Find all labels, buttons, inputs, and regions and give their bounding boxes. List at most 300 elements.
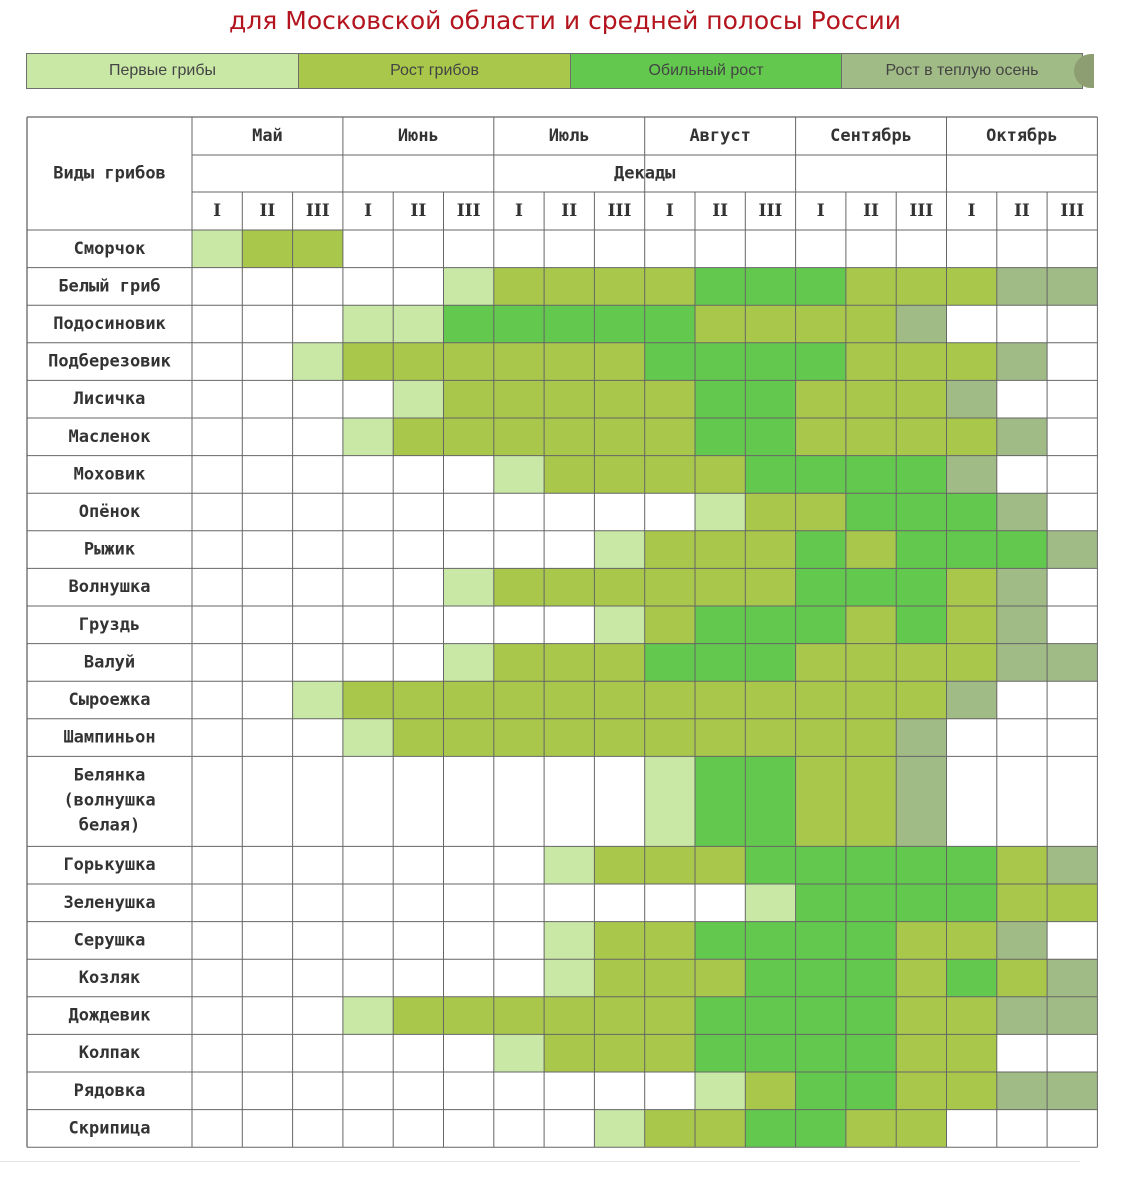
data-cell	[594, 884, 644, 922]
data-cell	[695, 1110, 745, 1148]
data-cell	[947, 418, 997, 456]
data-cell	[695, 719, 745, 757]
data-cell	[796, 719, 846, 757]
data-cell	[293, 305, 343, 343]
data-cell	[1047, 1110, 1097, 1148]
data-cell	[343, 380, 393, 418]
decade-label: I	[213, 201, 222, 221]
data-cell	[192, 456, 242, 494]
data-cell	[745, 493, 795, 531]
data-cell	[745, 997, 795, 1035]
data-cell	[846, 305, 896, 343]
data-cell	[796, 230, 846, 268]
data-cell	[393, 493, 443, 531]
data-cell	[192, 1110, 242, 1148]
row-name: Рыжик	[83, 539, 136, 560]
decade-label: III	[456, 201, 481, 221]
row-name: Подберезовик	[48, 351, 171, 372]
decade-label: II	[863, 201, 880, 221]
data-cell	[997, 884, 1047, 922]
data-cell	[947, 922, 997, 960]
data-cell	[1047, 959, 1097, 997]
data-cell	[594, 606, 644, 644]
data-cell	[796, 644, 846, 682]
data-cell	[695, 997, 745, 1035]
data-cell	[544, 568, 594, 606]
data-cell	[846, 493, 896, 531]
data-cell	[393, 1034, 443, 1072]
data-cell	[594, 846, 644, 884]
data-cell	[997, 644, 1047, 682]
data-cell	[947, 681, 997, 719]
data-cell	[896, 719, 946, 757]
data-cell	[947, 531, 997, 569]
data-cell	[544, 380, 594, 418]
data-cell	[947, 644, 997, 682]
data-cell	[192, 846, 242, 884]
data-cell	[997, 568, 1047, 606]
data-cell	[343, 531, 393, 569]
data-cell	[594, 343, 644, 381]
data-cell	[594, 493, 644, 531]
data-cell	[444, 644, 494, 682]
data-cell	[896, 1034, 946, 1072]
data-cell	[594, 1034, 644, 1072]
data-cell	[393, 568, 443, 606]
data-cell	[594, 380, 644, 418]
data-cell	[242, 997, 292, 1035]
data-cell	[846, 568, 896, 606]
data-cell	[594, 719, 644, 757]
data-cell	[695, 230, 745, 268]
data-cell	[192, 568, 242, 606]
data-cell	[594, 568, 644, 606]
data-cell	[192, 922, 242, 960]
data-cell	[796, 418, 846, 456]
decade-label: II	[259, 201, 276, 221]
data-cell	[645, 456, 695, 494]
data-cell	[645, 681, 695, 719]
data-cell	[645, 493, 695, 531]
data-cell	[444, 1034, 494, 1072]
data-cell	[645, 959, 695, 997]
data-cell	[343, 1072, 393, 1110]
data-cell	[494, 230, 544, 268]
data-cell	[192, 719, 242, 757]
data-cell	[544, 884, 594, 922]
data-cell	[896, 268, 946, 306]
data-cell	[242, 644, 292, 682]
data-cell	[242, 568, 292, 606]
data-cell	[997, 719, 1047, 757]
data-cell	[594, 959, 644, 997]
row-name: Волнушка	[68, 577, 151, 598]
data-cell	[745, 531, 795, 569]
data-cell	[846, 418, 896, 456]
data-cell	[1047, 568, 1097, 606]
data-cell	[444, 959, 494, 997]
data-cell	[1047, 884, 1097, 922]
data-cell	[192, 644, 242, 682]
data-cell	[997, 230, 1047, 268]
data-cell	[343, 884, 393, 922]
decade-label: II	[561, 201, 578, 221]
data-cell	[343, 1034, 393, 1072]
data-cell	[947, 230, 997, 268]
data-cell	[796, 568, 846, 606]
data-cell	[745, 1034, 795, 1072]
data-cell	[393, 846, 443, 884]
row-name: Масленок	[68, 426, 151, 447]
row-name: Белый гриб	[58, 276, 161, 297]
data-cell	[494, 846, 544, 884]
data-cell	[846, 922, 896, 960]
data-cell	[494, 380, 544, 418]
row-header-label: Виды грибов	[53, 163, 166, 184]
data-cell	[997, 268, 1047, 306]
data-cell	[796, 268, 846, 306]
data-cell	[594, 1072, 644, 1110]
data-cell	[645, 606, 695, 644]
data-cell	[745, 305, 795, 343]
data-cell	[444, 681, 494, 719]
data-cell	[242, 606, 292, 644]
data-cell	[192, 959, 242, 997]
data-cell	[997, 756, 1047, 846]
data-cell	[444, 568, 494, 606]
data-cell	[896, 568, 946, 606]
data-cell	[645, 846, 695, 884]
data-cell	[745, 380, 795, 418]
data-cell	[242, 380, 292, 418]
data-cell	[1047, 456, 1097, 494]
data-cell	[293, 1110, 343, 1148]
data-cell	[393, 268, 443, 306]
data-cell	[997, 1034, 1047, 1072]
data-cell	[695, 1072, 745, 1110]
data-cell	[947, 493, 997, 531]
data-cell	[796, 305, 846, 343]
chart-title: для Московской области и средней полосы России	[229, 6, 901, 35]
data-cell	[494, 1034, 544, 1072]
decade-label: I	[816, 201, 825, 221]
data-cell	[293, 922, 343, 960]
data-cell	[444, 1072, 494, 1110]
data-cell	[745, 606, 795, 644]
data-cell	[444, 343, 494, 381]
data-cell	[242, 1110, 292, 1148]
data-cell	[997, 1072, 1047, 1110]
data-cell	[846, 846, 896, 884]
data-cell	[1047, 756, 1097, 846]
data-cell	[645, 305, 695, 343]
data-cell	[242, 305, 292, 343]
data-cell	[444, 606, 494, 644]
data-cell	[997, 380, 1047, 418]
data-cell	[293, 531, 343, 569]
data-cell	[997, 305, 1047, 343]
data-cell	[695, 418, 745, 456]
data-cell	[846, 681, 896, 719]
data-cell	[242, 959, 292, 997]
decade-label: II	[1013, 201, 1030, 221]
data-cell	[494, 1072, 544, 1110]
data-cell	[997, 343, 1047, 381]
decade-label: III	[758, 201, 783, 221]
data-cell	[343, 681, 393, 719]
data-cell	[444, 493, 494, 531]
data-cell	[997, 922, 1047, 960]
row-name: Серушка	[73, 930, 146, 951]
row-name: Моховик	[73, 464, 146, 485]
data-cell	[1047, 644, 1097, 682]
data-cell	[1047, 418, 1097, 456]
data-cell	[393, 719, 443, 757]
row-name: Зеленушка	[63, 892, 156, 913]
data-cell	[645, 884, 695, 922]
data-cell	[343, 959, 393, 997]
data-cell	[594, 456, 644, 494]
data-cell	[1047, 1034, 1097, 1072]
data-cell	[1047, 922, 1097, 960]
data-cell	[947, 1110, 997, 1148]
decade-label: II	[410, 201, 427, 221]
data-cell	[444, 230, 494, 268]
month-label: Август	[689, 126, 751, 146]
data-cell	[947, 343, 997, 381]
data-cell	[846, 756, 896, 846]
data-cell	[896, 756, 946, 846]
data-cell	[695, 606, 745, 644]
data-cell	[695, 380, 745, 418]
data-cell	[796, 343, 846, 381]
data-cell	[594, 230, 644, 268]
data-cell	[242, 531, 292, 569]
decade-label: II	[712, 201, 729, 221]
data-cell	[343, 606, 393, 644]
data-cell	[444, 846, 494, 884]
data-cell	[997, 493, 1047, 531]
data-cell	[494, 268, 544, 306]
data-cell	[544, 997, 594, 1035]
data-cell	[293, 343, 343, 381]
data-cell	[645, 568, 695, 606]
data-cell	[796, 493, 846, 531]
data-cell	[242, 343, 292, 381]
data-cell	[997, 1110, 1047, 1148]
data-cell	[544, 1072, 594, 1110]
data-cell	[494, 756, 544, 846]
data-cell	[947, 997, 997, 1035]
data-cell	[594, 997, 644, 1035]
data-cell	[745, 644, 795, 682]
data-cell	[393, 531, 443, 569]
data-cell	[745, 846, 795, 884]
data-cell	[997, 531, 1047, 569]
data-cell	[896, 343, 946, 381]
data-cell	[444, 268, 494, 306]
data-cell	[293, 568, 343, 606]
data-cell	[594, 644, 644, 682]
data-cell	[242, 268, 292, 306]
data-cell	[343, 456, 393, 494]
data-cell	[896, 997, 946, 1035]
data-cell	[947, 380, 997, 418]
data-cell	[192, 1072, 242, 1110]
data-cell	[695, 644, 745, 682]
data-cell	[393, 884, 443, 922]
data-cell	[1047, 268, 1097, 306]
data-cell	[393, 380, 443, 418]
data-cell	[997, 606, 1047, 644]
data-cell	[796, 756, 846, 846]
data-cell	[594, 756, 644, 846]
data-cell	[494, 568, 544, 606]
data-cell	[293, 846, 343, 884]
data-cell	[594, 268, 644, 306]
data-cell	[695, 268, 745, 306]
data-cell	[1047, 997, 1097, 1035]
data-cell	[796, 997, 846, 1035]
data-cell	[1047, 380, 1097, 418]
data-cell	[645, 756, 695, 846]
data-cell	[997, 959, 1047, 997]
data-cell	[192, 606, 242, 644]
decade-label: I	[967, 201, 976, 221]
data-cell	[594, 1110, 644, 1148]
data-cell	[393, 343, 443, 381]
data-cell	[192, 230, 242, 268]
data-cell	[745, 1072, 795, 1110]
data-cell	[343, 756, 393, 846]
data-cell	[645, 1072, 695, 1110]
decade-label: III	[1060, 201, 1085, 221]
data-cell	[1047, 719, 1097, 757]
data-cell	[896, 418, 946, 456]
data-cell	[393, 756, 443, 846]
data-cell	[594, 922, 644, 960]
data-cell	[695, 756, 745, 846]
data-cell	[444, 884, 494, 922]
data-cell	[393, 644, 443, 682]
data-cell	[192, 493, 242, 531]
data-cell	[544, 606, 594, 644]
decade-label: III	[909, 201, 934, 221]
data-cell	[745, 268, 795, 306]
data-cell	[544, 719, 594, 757]
data-cell	[695, 959, 745, 997]
data-cell	[745, 922, 795, 960]
data-cell	[293, 681, 343, 719]
data-cell	[242, 456, 292, 494]
row-name: Рядовка	[73, 1080, 146, 1101]
data-cell	[796, 922, 846, 960]
data-cell	[343, 268, 393, 306]
data-cell	[695, 343, 745, 381]
data-cell	[1047, 493, 1097, 531]
data-cell	[695, 884, 745, 922]
data-cell	[393, 922, 443, 960]
data-cell	[343, 922, 393, 960]
data-cell	[293, 456, 343, 494]
data-cell	[343, 568, 393, 606]
data-cell	[444, 719, 494, 757]
data-cell	[896, 681, 946, 719]
data-cell	[343, 846, 393, 884]
data-cell	[796, 606, 846, 644]
month-label: Июль	[548, 126, 590, 146]
data-cell	[594, 531, 644, 569]
month-label: Сентябрь	[830, 126, 912, 146]
data-cell	[947, 305, 997, 343]
data-cell	[947, 568, 997, 606]
month-label: Май	[252, 126, 283, 146]
data-cell	[947, 1072, 997, 1110]
data-cell	[293, 268, 343, 306]
data-cell	[494, 681, 544, 719]
data-cell	[645, 1034, 695, 1072]
data-cell	[1047, 343, 1097, 381]
data-cell	[293, 1034, 343, 1072]
data-cell	[494, 606, 544, 644]
row-name: Горькушка	[63, 855, 156, 876]
data-cell	[444, 756, 494, 846]
data-cell	[645, 380, 695, 418]
data-cell	[192, 997, 242, 1035]
data-cell	[796, 1072, 846, 1110]
data-cell	[594, 305, 644, 343]
data-cell	[192, 1034, 242, 1072]
data-cell	[242, 230, 292, 268]
data-cell	[594, 681, 644, 719]
data-cell	[745, 568, 795, 606]
data-cell	[695, 681, 745, 719]
data-cell	[846, 531, 896, 569]
row-name: Опёнок	[78, 502, 141, 522]
data-cell	[444, 922, 494, 960]
data-cell	[544, 922, 594, 960]
data-cell	[242, 719, 292, 757]
data-cell	[544, 230, 594, 268]
data-cell	[544, 493, 594, 531]
legend-label: Обильный рост	[648, 62, 764, 79]
data-cell	[494, 1110, 544, 1148]
data-cell	[544, 531, 594, 569]
data-cell	[695, 568, 745, 606]
data-cell	[947, 1034, 997, 1072]
decade-label: III	[305, 201, 330, 221]
data-cell	[393, 997, 443, 1035]
data-cell	[645, 1110, 695, 1148]
data-cell	[444, 531, 494, 569]
data-cell	[393, 959, 443, 997]
data-cell	[896, 606, 946, 644]
data-cell	[594, 418, 644, 456]
data-cell	[997, 846, 1047, 884]
data-cell	[293, 606, 343, 644]
data-cell	[494, 456, 544, 494]
data-cell	[544, 644, 594, 682]
data-cell	[444, 1110, 494, 1148]
data-cell	[242, 1072, 292, 1110]
data-cell	[343, 1110, 393, 1148]
data-cell	[745, 456, 795, 494]
data-cell	[393, 606, 443, 644]
data-cell	[192, 343, 242, 381]
data-cell	[242, 922, 292, 960]
data-cell	[444, 380, 494, 418]
data-cell	[343, 230, 393, 268]
